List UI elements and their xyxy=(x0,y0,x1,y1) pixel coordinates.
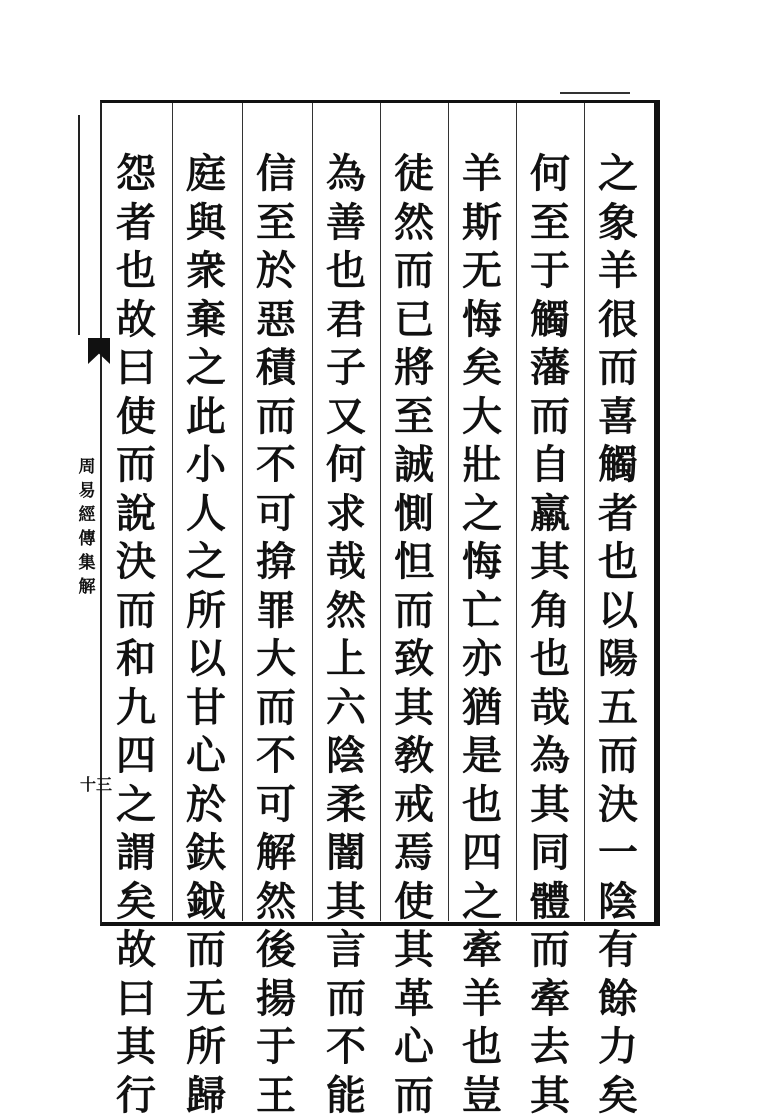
text-char: 惡 xyxy=(256,296,296,345)
text-char: 而 xyxy=(116,441,156,490)
text-char: 棄 xyxy=(186,296,226,345)
text-column-6 xyxy=(246,150,306,1120)
text-column-3 xyxy=(452,150,512,1120)
text-char: 體 xyxy=(530,878,570,927)
text-char: 君 xyxy=(326,296,366,345)
text-char: 所 xyxy=(186,587,226,636)
margin-title-char: 易 xyxy=(79,479,96,503)
text-char: 于 xyxy=(530,247,570,296)
text-char: 也 xyxy=(598,538,638,587)
text-char: 其 xyxy=(326,878,366,927)
text-char: 喜 xyxy=(598,393,638,442)
text-char: 不 xyxy=(256,732,296,781)
text-column-8 xyxy=(106,150,166,1120)
text-char: 也 xyxy=(116,247,156,296)
text-column-1 xyxy=(588,150,648,1120)
text-char: 无 xyxy=(186,975,226,1024)
text-char: 又 xyxy=(326,393,366,442)
text-char: 何 xyxy=(326,441,366,490)
text-char: 上 xyxy=(326,635,366,684)
text-char: 曰 xyxy=(116,975,156,1024)
text-char: 而 xyxy=(530,926,570,975)
text-char: 觸 xyxy=(598,441,638,490)
text-char: 象 xyxy=(598,199,638,248)
text-column-5 xyxy=(316,150,376,1120)
frame-top-mark xyxy=(560,92,630,98)
text-char: 善 xyxy=(326,199,366,248)
column-rule xyxy=(448,103,449,921)
text-char: 于 xyxy=(256,1023,296,1072)
text-char: 不 xyxy=(256,441,296,490)
text-char: 矣 xyxy=(598,1072,638,1120)
text-char: 求 xyxy=(326,490,366,539)
text-char: 四 xyxy=(462,829,502,878)
text-char: 惻 xyxy=(394,490,434,539)
text-char: 之 xyxy=(462,878,502,927)
text-char: 力 xyxy=(598,1023,638,1072)
text-char: 而 xyxy=(598,344,638,393)
text-char: 之 xyxy=(186,344,226,393)
text-char: 以 xyxy=(598,587,638,636)
text-char: 然 xyxy=(394,199,434,248)
text-char: 者 xyxy=(598,490,638,539)
text-char: 其 xyxy=(394,684,434,733)
text-char: 矣 xyxy=(462,344,502,393)
text-char: 於 xyxy=(186,781,226,830)
margin-title-char: 解 xyxy=(79,575,96,599)
text-char: 與 xyxy=(186,199,226,248)
text-char: 至 xyxy=(394,393,434,442)
text-char: 而 xyxy=(256,393,296,442)
text-char: 甘 xyxy=(186,684,226,733)
text-char: 人 xyxy=(186,490,226,539)
text-char: 而 xyxy=(394,247,434,296)
text-char: 至 xyxy=(256,199,296,248)
text-char: 戒 xyxy=(394,781,434,830)
text-char: 无 xyxy=(462,247,502,296)
text-char: 將 xyxy=(394,344,434,393)
text-char: 同 xyxy=(530,829,570,878)
text-char: 其 xyxy=(530,1072,570,1120)
text-char: 能 xyxy=(326,1072,366,1120)
text-char: 解 xyxy=(256,829,296,878)
text-char: 小 xyxy=(186,441,226,490)
text-char: 有 xyxy=(598,926,638,975)
text-char: 使 xyxy=(116,393,156,442)
text-char: 決 xyxy=(598,781,638,830)
text-char: 揚 xyxy=(256,975,296,1024)
text-char: 觸 xyxy=(530,296,570,345)
text-char: 哉 xyxy=(326,538,366,587)
text-char: 陰 xyxy=(598,878,638,927)
text-char: 牽 xyxy=(462,926,502,975)
text-char: 然 xyxy=(326,587,366,636)
text-char: 為 xyxy=(530,732,570,781)
text-char: 其 xyxy=(394,926,434,975)
text-char: 鈇 xyxy=(186,829,226,878)
text-char: 可 xyxy=(256,781,296,830)
text-char: 為 xyxy=(326,150,366,199)
text-char: 悔 xyxy=(462,296,502,345)
text-char: 六 xyxy=(326,684,366,733)
text-char: 陽 xyxy=(598,635,638,684)
text-char: 九 xyxy=(116,684,156,733)
page-number: 十三 xyxy=(80,772,112,795)
text-char: 也 xyxy=(462,1023,502,1072)
text-char: 已 xyxy=(394,296,434,345)
text-char: 而 xyxy=(326,975,366,1024)
text-char: 哉 xyxy=(530,684,570,733)
text-char: 壯 xyxy=(462,441,502,490)
text-char: 之 xyxy=(186,538,226,587)
text-char: 其 xyxy=(530,781,570,830)
text-column-2 xyxy=(520,150,580,1120)
text-char: 故 xyxy=(116,926,156,975)
text-char: 柔 xyxy=(326,781,366,830)
text-char: 決 xyxy=(116,538,156,587)
text-char: 信 xyxy=(256,150,296,199)
column-rule xyxy=(584,103,585,921)
text-column-4 xyxy=(384,150,444,1120)
text-char: 鉞 xyxy=(186,878,226,927)
text-char: 而 xyxy=(530,393,570,442)
column-rule xyxy=(516,103,517,921)
text-char: 角 xyxy=(530,587,570,636)
text-char: 之 xyxy=(462,490,502,539)
column-rule xyxy=(312,103,313,921)
text-char: 而 xyxy=(256,684,296,733)
text-char: 悔 xyxy=(462,538,502,587)
text-char: 而 xyxy=(394,1072,434,1120)
text-char: 大 xyxy=(462,393,502,442)
text-char: 心 xyxy=(394,1023,434,1072)
text-char: 庭 xyxy=(186,150,226,199)
text-char: 於 xyxy=(256,247,296,296)
text-char: 羊 xyxy=(462,150,502,199)
text-char: 亦 xyxy=(462,635,502,684)
text-char: 亡 xyxy=(462,587,502,636)
text-char: 子 xyxy=(326,344,366,393)
text-char: 而 xyxy=(186,926,226,975)
text-char: 敎 xyxy=(394,732,434,781)
column-rule xyxy=(172,103,173,921)
text-char: 言 xyxy=(326,926,366,975)
text-char: 猶 xyxy=(462,684,502,733)
text-char: 五 xyxy=(598,684,638,733)
margin-title-char: 周 xyxy=(79,455,96,479)
text-char: 而 xyxy=(598,732,638,781)
column-rule xyxy=(380,103,381,921)
text-char: 怨 xyxy=(116,150,156,199)
text-char: 之 xyxy=(598,150,638,199)
text-char: 王 xyxy=(256,1072,296,1120)
column-rule xyxy=(242,103,243,921)
text-char: 說 xyxy=(116,490,156,539)
text-column-7 xyxy=(176,150,236,1120)
text-char: 而 xyxy=(394,587,434,636)
text-char: 歸 xyxy=(186,1072,226,1120)
margin-title-char: 傳 xyxy=(79,527,96,551)
text-char: 者 xyxy=(116,199,156,248)
text-char: 行 xyxy=(116,1072,156,1120)
text-char: 後 xyxy=(256,926,296,975)
text-char: 曰 xyxy=(116,344,156,393)
text-char: 怛 xyxy=(394,538,434,587)
text-char: 豈 xyxy=(462,1072,502,1120)
text-char: 去 xyxy=(530,1023,570,1072)
text-char: 也 xyxy=(462,781,502,830)
text-char: 之 xyxy=(116,781,156,830)
text-char: 所 xyxy=(186,1023,226,1072)
text-char: 誠 xyxy=(394,441,434,490)
text-char: 然 xyxy=(256,878,296,927)
fold-line xyxy=(78,115,80,335)
text-char: 至 xyxy=(530,199,570,248)
margin-title xyxy=(73,455,101,599)
text-char: 革 xyxy=(394,975,434,1024)
text-char: 故 xyxy=(116,296,156,345)
text-char: 自 xyxy=(530,441,570,490)
text-char: 一 xyxy=(598,829,638,878)
text-char: 羊 xyxy=(598,247,638,296)
text-char: 心 xyxy=(186,732,226,781)
text-char: 而 xyxy=(116,587,156,636)
text-char: 斯 xyxy=(462,199,502,248)
text-char: 其 xyxy=(116,1023,156,1072)
text-char: 可 xyxy=(256,490,296,539)
text-char: 餘 xyxy=(598,975,638,1024)
text-char: 和 xyxy=(116,635,156,684)
text-char: 以 xyxy=(186,635,226,684)
text-char: 羸 xyxy=(530,490,570,539)
text-char: 四 xyxy=(116,732,156,781)
text-char: 也 xyxy=(326,247,366,296)
text-char: 揜 xyxy=(256,538,296,587)
text-char: 使 xyxy=(394,878,434,927)
text-char: 徒 xyxy=(394,150,434,199)
text-char: 其 xyxy=(530,538,570,587)
text-char: 積 xyxy=(256,344,296,393)
text-char: 焉 xyxy=(394,829,434,878)
text-char: 很 xyxy=(598,296,638,345)
text-char: 大 xyxy=(256,635,296,684)
text-char: 謂 xyxy=(116,829,156,878)
text-char: 罪 xyxy=(256,587,296,636)
margin-title-char: 集 xyxy=(79,551,96,575)
text-char: 矣 xyxy=(116,878,156,927)
text-char: 何 xyxy=(530,150,570,199)
text-char: 闇 xyxy=(326,829,366,878)
text-char: 羊 xyxy=(462,975,502,1024)
text-char: 藩 xyxy=(530,344,570,393)
text-char: 致 xyxy=(394,635,434,684)
text-char: 陰 xyxy=(326,732,366,781)
text-char: 此 xyxy=(186,393,226,442)
text-char: 衆 xyxy=(186,247,226,296)
text-char: 不 xyxy=(326,1023,366,1072)
margin-title-char: 經 xyxy=(79,503,96,527)
text-char: 是 xyxy=(462,732,502,781)
text-char: 也 xyxy=(530,635,570,684)
text-char: 牽 xyxy=(530,975,570,1024)
